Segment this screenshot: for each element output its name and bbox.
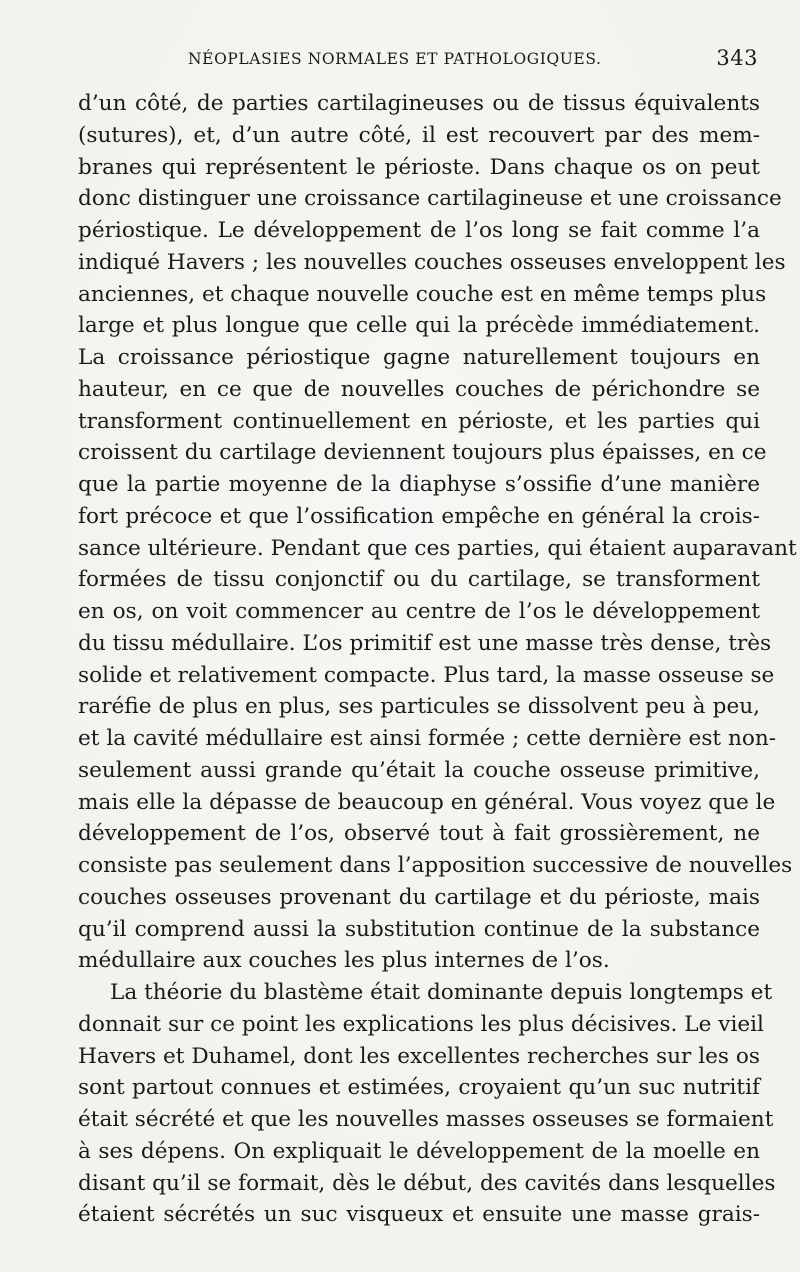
text-line: développement de l’os, observé tout à fait grossièrement, ne (78, 821, 760, 847)
text-line: donc distinguer une croissance cartilagineuse et une croissance (78, 186, 782, 212)
text-line: à ses dépens. On expliquait le développement de la moelle en (78, 1138, 760, 1164)
text-line: formées de tissu conjonctif ou du cartilage, se transforment (78, 567, 760, 593)
text-line: indiqué Havers ; les nouvelles couches osseuses enveloppent les (78, 249, 786, 275)
text-line: sance ultérieure. Pendant que ces parties, qui étaient auparavant (78, 535, 797, 561)
text-line: périostique. Le développement de l’os long se fait comme l’a (78, 218, 760, 243)
body-text (78, 88, 797, 1231)
text-line: large et plus longue que celle qui la précède immédiatement. (78, 313, 760, 339)
text-line: que la partie moyenne de la diaphyse s’ossifie d’une manière (78, 472, 760, 497)
text-line: sont partout connues et estimées, croyaient qu’un suc nutritif (78, 1075, 760, 1101)
text-line: du tissu médullaire. L’os primitif est une masse très dense, très (78, 630, 772, 656)
text-line: en os, on voit commencer au centre de l’os le développement (78, 599, 760, 624)
text-line: Havers et Duhamel, dont les excellentes recherches sur les os (78, 1043, 760, 1069)
text-line: étaient sécrétés un suc visqueux et ensuite une masse grais- (78, 1202, 760, 1228)
text-line: disant qu’il se formait, dès le début, des cavités dans lesquelles (78, 1170, 776, 1196)
text-line: seulement aussi grande qu’était la couche osseuse primitive, (78, 757, 760, 783)
text-line: qu’il comprend aussi la substitution continue de la substance (78, 916, 760, 942)
paragraph (78, 977, 776, 1231)
text-line: fort précoce et que l’ossification empêche en général la crois- (78, 503, 760, 529)
page-number: 343 (716, 46, 758, 70)
text-line: La théorie du blastème était dominante depuis longtemps et (110, 980, 773, 1005)
text-line: et la cavité médullaire est ainsi formée ; cette dernière est non- (78, 726, 777, 751)
paragraph (78, 88, 797, 977)
text-line: était sécrété et que les nouvelles masses osseuses se formaient (78, 1107, 774, 1132)
text-line: raréfie de plus en plus, ses particules se dissolvent peu à peu, (78, 694, 760, 720)
text-line: solide et relativement compacte. Plus tard, la masse osseuse se (78, 662, 775, 688)
text-line: (sutures), et, d’un autre côté, il est recouvert par des mem- (78, 122, 760, 148)
text-line: d’un côté, de parties cartilagineuses ou de tissus équivalents (78, 91, 760, 116)
text-line: branes qui représentent le périoste. Dans chaque os on peut (78, 154, 760, 180)
text-line: transforment continuellement en périoste, et les parties qui (78, 408, 760, 434)
running-head (78, 46, 758, 74)
text-line: mais elle la dépasse de beaucoup en général. Vous voyez que le (78, 789, 776, 815)
text-line: croissent du cartilage deviennent toujours plus épaisses, en ce (78, 440, 767, 466)
text-line: La croissance périostique gagne naturellement toujours en (78, 345, 760, 370)
text-line: hauteur, en ce que de nouvelles couches de périchondre se (78, 376, 760, 402)
running-title: NÉOPLASIES NORMALES ET PATHOLOGIQUES. (188, 50, 602, 68)
text-line: anciennes, et chaque nouvelle couche est en même temps plus (78, 281, 767, 307)
text-line: médullaire aux couches les plus internes de l’os. (78, 948, 610, 974)
text-line: donnait sur ce point les explications les plus décisives. Le vieil (78, 1011, 764, 1037)
text-line: consiste pas seulement dans l’apposition successive de nouvelles (78, 853, 793, 878)
text-line: couches osseuses provenant du cartilage et du périoste, mais (78, 884, 760, 910)
